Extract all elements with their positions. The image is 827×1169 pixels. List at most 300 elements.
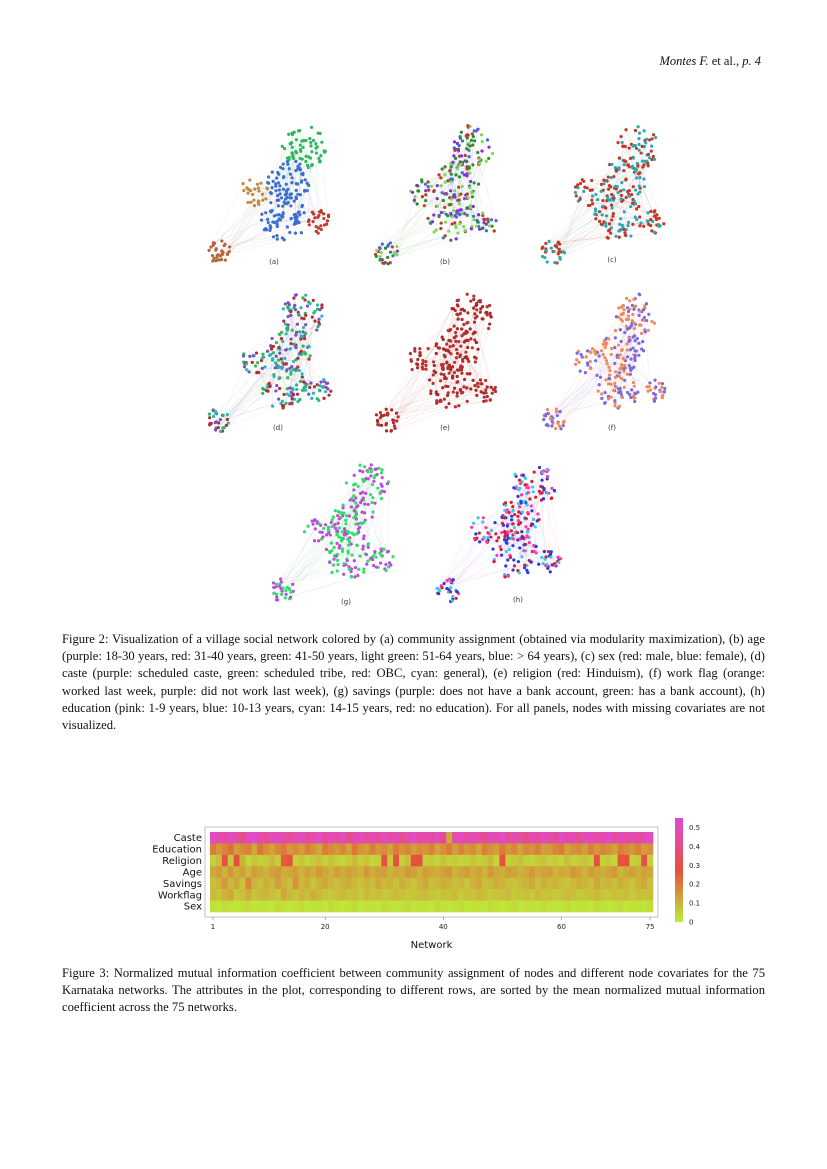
heatmap-cell [647,866,653,878]
heatmap-cell [405,901,411,913]
heatmap-cell [405,889,411,901]
node [455,215,458,218]
heatmap-cell [364,889,370,901]
heatmap-cell [287,843,293,855]
heatmap-cell [600,889,606,901]
heatmap-cell [458,889,464,901]
node [441,191,444,194]
node [371,515,374,518]
heatmap-cell [594,901,600,913]
row-label: Workflag [157,890,202,902]
node [621,145,624,148]
node [633,334,636,337]
node [330,571,333,574]
heatmap-cell [553,889,559,901]
node [544,249,547,252]
node [282,307,285,310]
node [465,355,468,358]
node [453,361,456,364]
node [214,412,217,415]
node [489,386,492,389]
row-label: Religion [162,856,202,867]
node [223,243,226,246]
panel-label: (d) [273,424,283,432]
heatmap-cell [618,855,624,867]
node [644,330,647,333]
heatmap-cell [582,832,588,844]
node [282,175,285,178]
node [270,337,273,340]
node [455,597,458,600]
nodes [375,293,497,433]
node [557,561,560,564]
node [317,522,320,525]
node [461,185,464,188]
node [286,225,289,228]
node [518,546,521,549]
heatmap-cell [269,843,275,855]
node [478,540,481,543]
node [629,205,632,208]
node [456,303,459,306]
heatmap-cell [222,866,228,878]
heatmap-cell [494,832,500,844]
heatmap-cell [505,832,511,844]
node [359,492,362,495]
node [257,371,260,374]
node [500,531,503,534]
node [608,222,611,225]
node [556,422,559,425]
node [441,167,444,170]
heatmap-cell [594,878,600,890]
node [533,550,536,553]
node [390,408,393,411]
node [340,537,343,540]
heatmap-cell [346,843,352,855]
node [623,331,626,334]
node [511,505,514,508]
node [657,223,660,226]
node [300,334,303,337]
heatmap-cell [269,866,275,878]
node [446,385,449,388]
node [416,366,419,369]
node [654,385,657,388]
heatmap-cell [582,843,588,855]
node [445,192,448,195]
node [352,516,355,519]
node [480,149,483,152]
node [480,133,483,136]
node [638,292,641,295]
edge [393,363,423,420]
edge [553,391,598,423]
node [596,198,599,201]
node [602,220,605,223]
node [385,429,388,432]
node [354,566,357,569]
node [278,584,281,587]
node [478,158,481,161]
node [293,199,296,202]
node [562,250,565,253]
node [431,382,434,385]
node [495,554,498,557]
node [341,530,344,533]
node [281,211,284,214]
node [292,360,295,363]
node [354,523,357,526]
node [304,294,307,297]
heatmap-cell [340,855,346,867]
node [518,479,521,482]
node [452,578,455,581]
heatmap-cell [222,855,228,867]
node [446,214,449,217]
node [436,197,439,200]
node [344,522,347,525]
node [495,539,498,542]
heatmap-cell [387,855,393,867]
node [633,339,636,342]
heatmap-cell [618,889,624,901]
node [432,213,435,216]
heatmap-cell [547,866,553,878]
node [275,234,278,237]
node [373,474,376,477]
node [512,509,515,512]
heatmap-cell [393,866,399,878]
heatmap-cell [352,901,358,913]
node [282,188,285,191]
node [288,231,291,234]
heatmap-cell [564,855,570,867]
node [289,591,292,594]
node [276,238,279,241]
node [246,201,249,204]
heatmap-cell [234,855,240,867]
node [627,221,630,224]
node [663,390,666,393]
node [349,498,352,501]
node [346,559,349,562]
heatmap-cell [393,843,399,855]
heatmap-cell [281,889,287,901]
heatmap-cell [570,832,576,844]
heatmap-cell [245,843,251,855]
node [468,186,471,189]
node [447,391,450,394]
heatmap-cell [576,855,582,867]
node [479,300,482,303]
node [459,160,462,163]
node [618,405,621,408]
node [324,390,327,393]
node [485,311,488,314]
node [296,323,299,326]
node [467,155,470,158]
node [219,418,222,421]
node [269,226,272,229]
node [350,505,353,508]
node [463,173,466,176]
node [429,392,432,395]
node [484,526,487,529]
heatmap-cell [594,889,600,901]
network-graph [362,112,522,272]
node [489,315,492,318]
node [338,526,341,529]
node [610,193,613,196]
node [613,399,616,402]
node [647,223,650,226]
heatmap-cell [251,866,257,878]
heatmap-cell [358,878,364,890]
heatmap-cell [346,866,352,878]
heatmap-cell [488,855,494,867]
heatmap-cell [210,855,216,867]
node [558,248,561,251]
node [453,221,456,224]
node [461,358,464,361]
heatmap-cell [381,843,387,855]
heatmap-cell [434,855,440,867]
node [352,494,355,497]
node [341,506,344,509]
node [556,556,559,559]
node [369,474,372,477]
heatmap-cell [299,901,305,913]
node [288,588,291,591]
row-label: Sex [183,901,202,913]
node [539,485,542,488]
node [618,353,621,356]
heatmap-cell [606,878,612,890]
node [473,384,476,387]
node [475,225,478,228]
node [336,559,339,562]
node [473,321,476,324]
node [542,497,545,500]
node [264,197,267,200]
heatmap-cell [458,832,464,844]
heatmap-cell [381,832,387,844]
node [275,176,278,179]
node [435,228,438,231]
node [530,509,533,512]
node [298,330,301,333]
heatmap-cell [523,866,529,878]
heatmap-cell [612,855,618,867]
heatmap-cell [647,832,653,844]
node [421,359,424,362]
heatmap-cell [511,843,517,855]
node [620,197,623,200]
node [513,532,516,535]
node [293,304,296,307]
node [302,345,305,348]
edge [274,485,354,588]
node [562,424,565,427]
node [413,195,416,198]
node [584,371,587,374]
heatmap-cell [470,832,476,844]
node [363,465,366,468]
heatmap-cell [588,878,594,890]
heatmap-cell [499,901,505,913]
node [334,509,337,512]
heatmap-cell [411,901,417,913]
heatmap-cell [576,832,582,844]
heatmap-cell [429,878,435,890]
node [629,373,632,376]
heatmap-cell [494,855,500,867]
node [286,188,289,191]
node [456,231,459,234]
heatmap-cell [322,843,328,855]
node [355,532,358,535]
node [294,345,297,348]
heatmap-cell [393,832,399,844]
edge [483,228,494,231]
node [295,138,298,141]
heatmap-cell [216,832,222,844]
node [477,516,480,519]
node [662,222,665,225]
node [435,342,438,345]
node [429,222,432,225]
node [600,397,603,400]
node [290,176,293,179]
heatmap-cell [623,901,629,913]
node [594,359,597,362]
heatmap-cell [482,878,488,890]
heatmap-cell [446,878,452,890]
node [503,516,506,519]
heatmap-cell [328,855,334,867]
heatmap-cell [488,866,494,878]
node [386,256,389,259]
heatmap-cell [629,901,635,913]
node [646,219,649,222]
node [443,173,446,176]
node [416,184,419,187]
node [362,521,365,524]
heatmap-cell [618,866,624,878]
heatmap-cell [470,843,476,855]
node [549,552,552,555]
heatmap-cell [305,832,311,844]
heatmap-cell [334,866,340,878]
node [421,367,424,370]
heatmap-cell [582,878,588,890]
node [445,343,448,346]
heatmap-cell [228,843,234,855]
node [213,242,216,245]
heatmap-cell [629,866,635,878]
node [267,175,270,178]
node [615,169,618,172]
node [245,186,248,189]
node [348,514,351,517]
node [286,387,289,390]
node [389,564,392,567]
node [372,480,375,483]
node [489,312,492,315]
node [300,179,303,182]
heatmap-cell [529,832,535,844]
node [610,203,613,206]
node [555,407,558,410]
node [324,150,327,153]
node [446,579,449,582]
heatmap-cell [499,855,505,867]
heatmap-cell [352,889,358,901]
node [346,549,349,552]
node [630,358,633,361]
heatmap-cell [411,866,417,878]
node [459,192,462,195]
heatmap-cell [470,889,476,901]
node [457,202,460,205]
heatmap-cell [275,878,281,890]
node [556,414,559,417]
heatmap-cell [287,832,293,844]
node [444,221,447,224]
node [387,550,390,553]
node [450,198,453,201]
node [460,372,463,375]
node [384,423,387,426]
node [352,488,355,491]
node [416,363,419,366]
node [210,422,213,425]
node [371,558,374,561]
heatmap-cell [358,855,364,867]
node [362,534,365,537]
node [500,553,503,556]
node [297,129,300,132]
node [647,390,650,393]
node [290,217,293,220]
node [433,364,436,367]
heatmap-cell [488,843,494,855]
heatmap-cell [494,889,500,901]
node [416,189,419,192]
node [320,141,323,144]
node [439,184,442,187]
node [616,191,619,194]
node [260,219,263,222]
heatmap-cell [606,889,612,901]
edges [209,127,327,260]
node [310,126,313,129]
heatmap-cell [334,855,340,867]
node [372,564,375,567]
node [521,511,524,514]
heatmap-cell [364,832,370,844]
node [607,176,610,179]
node [643,129,646,132]
heatmap-cell [434,878,440,890]
heatmap-cell [600,901,606,913]
node [506,558,509,561]
node [441,386,444,389]
node [473,338,476,341]
node [613,404,616,407]
node [611,215,614,218]
